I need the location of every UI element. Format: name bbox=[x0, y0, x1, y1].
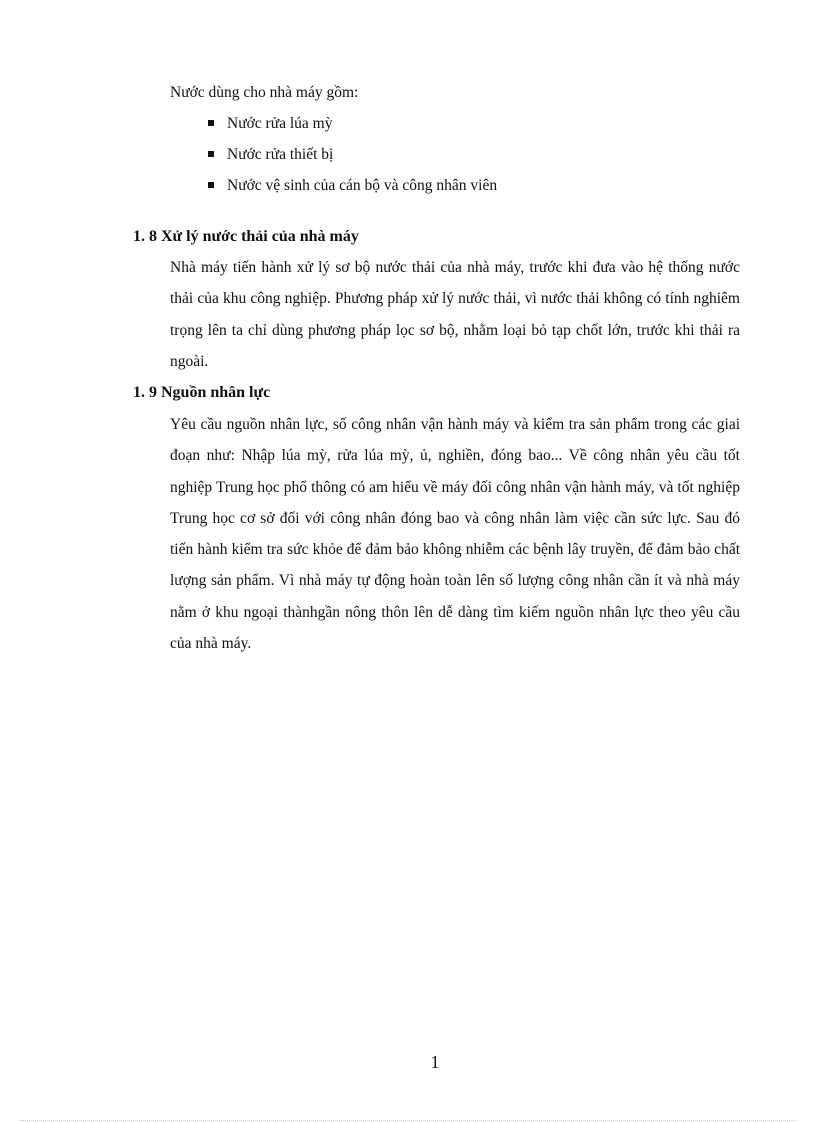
list-item bbox=[208, 144, 497, 175]
list-item bbox=[208, 113, 497, 144]
list-item-text: Nước rửa lúa mỳ bbox=[227, 115, 333, 132]
square-bullet-icon bbox=[208, 151, 214, 157]
square-bullet-icon bbox=[208, 182, 214, 188]
page-bottom-divider bbox=[20, 1120, 796, 1121]
list-item bbox=[208, 175, 497, 206]
square-bullet-icon bbox=[208, 120, 214, 126]
list-item-text: Nước rửa thiết bị bbox=[227, 146, 334, 163]
list-item-text: Nước vệ sinh của cán bộ và công nhân viên bbox=[227, 177, 498, 194]
water-usage-intro: Nước dùng cho nhà máy gồm: bbox=[170, 84, 359, 101]
water-usage-list bbox=[208, 113, 497, 206]
section-heading-human-resources: 1. 9 Nguồn nhân lực bbox=[133, 384, 271, 401]
section-body-wastewater: Nhà máy tiến hành xử lý sơ bộ nước thải của nhà máy, trước khi đưa vào hệ thống nước thải của khu công nghiệp. Phương pháp xử lý nước thải, vì nước thải không có tính nghiêm trọng lên ta chỉ dùng phương pháp lọc sơ bộ, nhằm loại bỏ tạp chốt lớn, trước khi thải ra ngoài. bbox=[170, 259, 740, 370]
page-number: 1 bbox=[430, 1052, 440, 1072]
section-body-human-resources: Yêu cầu nguồn nhân lực, số công nhân vận hành máy và kiểm tra sản phẩm trong các giai đoạn như: Nhập lúa mỳ, rửa lúa mỳ, ủ, nghiền, đóng bao... Về công nhân yêu cầu tốt nghiệp Trung học phổ thông có am hiểu về máy đối công nhân vận hành máy, và tốt nghiệp Trung học cơ sở đối với công nhân đóng bao và công nhân làm việc cần sức lực. Sau đó tiến hành kiểm tra sức khỏe để đảm bảo không nhiễm các bệnh lây truyền, để đảm bảo chất lượng sản phẩm. Vì nhà máy tự động hoàn toàn lên số lượng công nhân cần ít và nhà máy nằm ở khu ngoại thànhgần nông thôn lên dễ dàng tìm kiếm nguồn nhân lực theo yêu cầu của nhà máy. bbox=[170, 416, 740, 653]
section-heading-wastewater: 1. 8 Xử lý nước thải của nhà máy bbox=[133, 228, 359, 245]
